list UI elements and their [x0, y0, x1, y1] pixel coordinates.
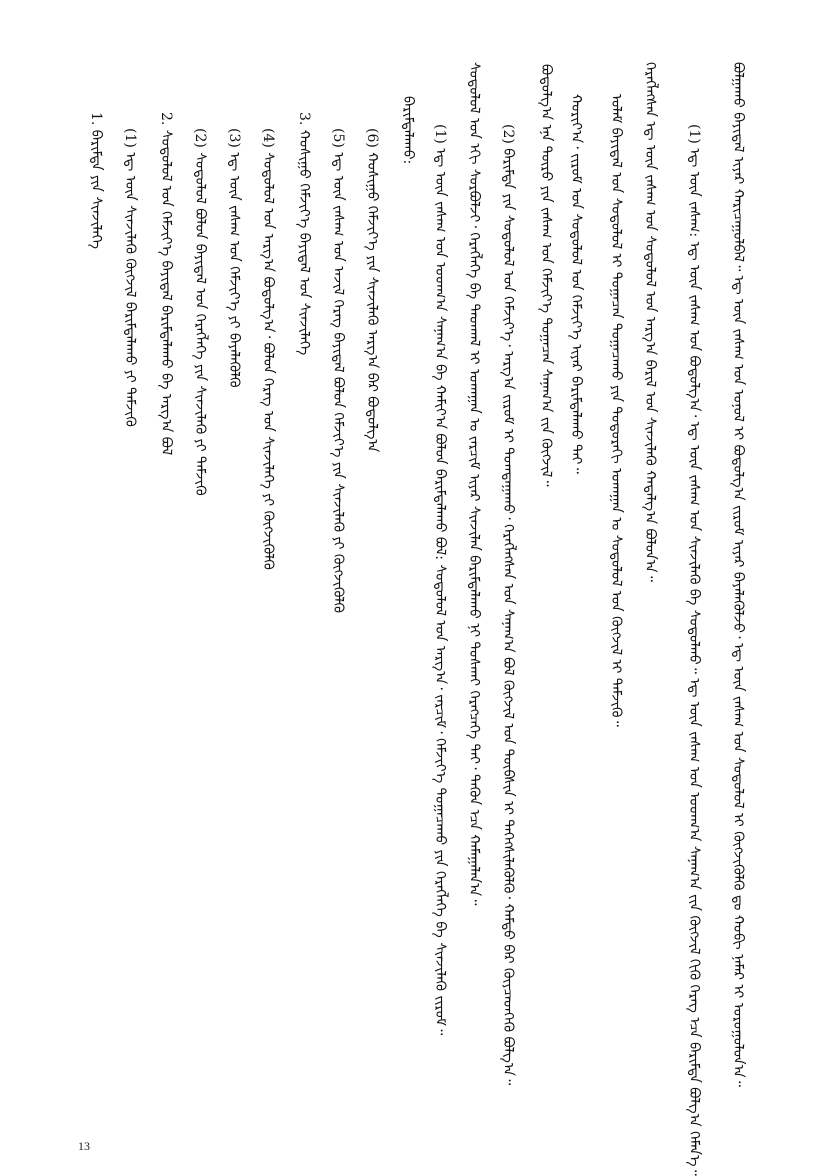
section-heading: 1. ᠪᠠᠷᠢᠮᠲᠠ ᠶᠢᠨ ᠰᠢᠨᠵᠢᠯᠡᠭᠡ: [88, 112, 104, 249]
text-column: ᠪᠠᠷᠢᠮᠲᠠᠯᠠᠬᠤ:: [400, 96, 416, 165]
page-number: 13: [78, 1139, 90, 1153]
text-column: ᠤᠯᠠᠮ ᠪᠠᠶᠢᠳᠠᠯ ᠤᠨ ᠰᠤᠳᠤᠯᠤᠯ ᠢ ᠲᠣᠭᠠᠴᠠᠨ ᠲᠣᠭᠠᠴᠠᠬᠤ ᠶᠢᠨ ᠳᠣᠲᠣᠷᠠᠬᠢ ᠤᠬᠠᠭᠠᠨ ᠤ ᠰᠤᠳᠤᠯᠤᠯ ᠤᠨ ᠬᠥᠭᠵᠢᠯ ᠢ ᠳᠡᠮᠵᠢᠬᠦ᠃: [608, 94, 624, 727]
list-item: (1) ᠡᠳ᠋ ᠦᠨ ᠰᠢᠨᠵᠢᠯᠡᠬᠦ ᠬᠥᠭᠵᠢᠯ ᠪᠠᠷᠢᠮᠲᠠᠯᠠᠬᠤ ᠶᠢ ᠳᠡᠮᠵᠢᠬᠦ: [122, 128, 138, 427]
text-column: ᠰᠤᠳᠤᠯᠤᠯ ᠤᠨ ᠡᠬᠢ ᠰᠤᠷᠪᠤᠯᠵᠢ᠂ ᠬᠡᠷᠡᠭᠯᠡᠭᠡ ᠪᠠ ᠳᠠᠳᠬᠠᠯ ᠢ ᠤᠬᠠᠭᠠᠨ ᠤ ᠵᠠᠷᠴᠢᠮ ᠢᠶᠡᠷ ᠰᠢᠨᠵᠢᠯᠡᠨ ᠪᠠᠷᠢᠮᠲᠠᠯᠠᠬᠤ ᠨᠢ ᠲᠤᠰᠬᠠᠢ ᠬᠡᠷᠡᠭᠴᠡᠭᠡ ᠲᠠᠢ᠂ ᠲᠡᠭᠦᠨ ᠡᠴᠡ ᠬᠠᠮᠠᠭᠠᠯᠠᠨ᠎ᠠ᠃: [466, 62, 482, 906]
text-column: ᠬᠡᠷᠡᠭᠯᠡᠭᠰᠡᠨ ᠡᠳ᠋ ᠦᠨ ᠵᠠᠰᠠᠭ ᠤᠨ ᠰᠤᠳᠤᠯᠤᠯ ᠤᠨ ᠠᠷᠭ᠎ᠠ ᠪᠠᠷᠢᠯ ᠤᠨ ᠰᠢᠨᠵᠢᠯᠡᠬᠦ ᠬᠠᠳᠠᠯᠭ᠎ᠠ ᠪᠣᠯᠤᠨ᠎ᠠ᠃: [642, 62, 658, 582]
text-column: ᠬᠣᠷᠢᠶ᠎ᠠ᠂ ᠵᠢᠷᠤᠮ ᠤᠨ ᠰᠤᠳᠤᠯᠤᠯ ᠤᠨ ᠬᠡᠮᠵᠢᠶ᠎ᠡ ᠢᠶᠡᠷ ᠪᠠᠷᠢᠮᠲᠠᠯᠠᠬᠤ ᠲᠠᠢ᠃: [568, 94, 584, 474]
list-item: (3) ᠡᠳ᠋ ᠦᠨ ᠵᠠᠰᠠᠭ ᠤᠨ ᠬᠡᠮᠵᠢᠶ᠎ᠡ ᠶᠢ ᠪᠡᠶᠡᠯᠡᠭᠦᠯᠬᠦ: [226, 128, 242, 388]
list-item: (6) ᠬᠣᠰᠢᠭᠤ ᠬᠡᠮᠵᠢᠶ᠎ᠡ ᠶᠢᠨ ᠰᠢᠨᠵᠢᠯᠡᠬᠦ ᠠᠷᠭ᠎ᠠ ᠪᠠᠷ ᠪᠣᠳᠤᠯᠭ᠎ᠠ: [364, 128, 380, 453]
text-column: ᠪᠣᠯᠭᠠᠬᠤ ᠪᠠᠶᠢᠳᠠᠯ ᠢᠶᠠᠷ ᠬᠠᠷᠢᠴᠠᠭᠤᠯᠪᠠᠯ᠃ ᠡᠳ᠋ ᠦᠨ ᠵᠠᠰᠠᠭ ᠤᠨ ᠣᠨᠣᠯ ᠢ ᠪᠣᠳᠤᠯᠭ᠎ᠠ ᠵᠢᠷᠤᠮ ᠢᠶᠡᠷ ᠪᠡᠶᠡᠯᠡᠭᠦᠯᠵᠦ᠂ ᠡᠳ᠋ ᠦᠨ ᠵᠠᠰᠠᠭ ᠤᠨ ᠰᠤᠳᠤᠯᠤᠯ ᠢ ᠬᠥᠭᠵᠢᠭᠦᠯᠬᠦ ᠳᠤ ᠬᠤᠪᠢ ᠨᠡᠮᠡᠷ ᠢ ᠣᠷᠣᠭᠤᠯᠤᠨ᠎ᠠ᠃: [730, 62, 746, 1087]
section-heading: 2. ᠰᠤᠳᠤᠯᠤᠯ ᠤᠨ ᠬᠡᠮᠵᠢᠶ᠎ᠡ ᠪᠠᠶᠢᠳᠠᠯ ᠪᠠᠷᠢᠮᠲᠠᠯᠠᠬᠤ ᠪᠠ ᠠᠷᠭ᠎ᠠ ᠪᠣᠯ: [158, 112, 174, 456]
text-column: (1) ᠡᠳ᠋ ᠦᠨ ᠵᠠᠰᠠᠭ: ᠡᠳ᠋ ᠦᠨ ᠵᠠᠰᠠᠭ ᠤᠨ ᠪᠣᠳᠤᠯᠭ᠎ᠠ᠂ ᠡᠳ᠋ ᠦᠨ ᠵᠠᠰᠠᠭ ᠤᠨ ᠰᠢᠨᠵᠢᠯᠡᠬᠦ ᠪᠠ ᠰᠤᠳᠤᠯᠬᠤ᠃ ᠡᠳ᠋ ᠦᠨ ᠵᠠᠰᠠᠭ ᠤᠨ ᠤᠳᠬ᠎ᠠ ᠰᠠᠨᠠᠭ᠎ᠠ ᠵᠢᠨ ᠬᠥᠭᠵᠢᠯ ᠬᠢᠬᠦ ᠬᠡᠷᠡᠭ ᠡᠴᠡ ᠪᠠᠷᠢᠮᠲᠠ ᠪᠣᠯᠭ᠎ᠠ ᠬᠡᠮᠡᠨ᠎ᠡ᠃: [686, 124, 702, 1176]
text-column: (2) ᠪᠠᠷᠢᠮᠲᠠ ᠶᠢᠨ ᠰᠤᠳᠤᠯᠤᠯ ᠤᠨ ᠬᠡᠮᠵᠢᠶ᠎ᠡ᠂ ᠠᠷᠭ᠎ᠠ ᠵᠢᠷᠤᠮ ᠢ ᠲᠣᠭᠲᠠᠭᠠᠬᠤ᠂ ᠬᠡᠷᠡᠭᠯᠡᠭᠰᠡᠨ ᠤᠨ ᠰᠠᠨᠠᠭ᠎ᠠ ᠪᠣᠯ ᠬᠥᠭᠵᠢᠯ ᠤᠨ ᠲᠦᠪᠰᠢᠨ ᠢ ᠳᠡᠭᠡᠭᠰᠢᠯᠡᠭᠦᠯᠬᠦ᠂ ᠬᠠᠮᠲᠤ ᠪᠠᠷ ᠭᠦᠶᠴᠡᠳᠬᠡᠬᠦ ᠪᠣᠯᠭ᠎ᠠ᠃: [500, 124, 516, 1086]
text-column: (1) ᠡᠳ᠋ ᠦᠨ ᠵᠠᠰᠠᠭ ᠤᠨ ᠤᠳᠬ᠎ᠠ ᠰᠠᠨᠠᠭ᠎ᠠ ᠪᠠ ᠬᠠᠮᠢᠶ᠎ᠠ ᠪᠣᠯᠤᠨ ᠪᠠᠷᠢᠮᠲᠠᠯᠠᠬᠤ ᠪᠣᠯ: ᠰᠤᠳᠤᠯᠤᠯ ᠤᠨ ᠠᠷᠭ᠎ᠠ᠂ ᠵᠠᠷᠴᠢᠮ᠂ ᠬᠡᠮᠵᠢᠶ᠎ᠡ ᠲᠣᠭᠠᠴᠠᠬᠤ ᠶᠢᠨ ᠬᠡᠷᠡᠭᠯᠡᠭᠡ ᠪᠠ ᠰᠢᠨᠵᠢᠯᠡᠬᠦ ᠵᠢᠷᠤᠮ᠃: [432, 124, 448, 1036]
list-item: (4) ᠰᠤᠳᠤᠯᠤᠯ ᠤᠨ ᠠᠷᠭ᠎ᠠ ᠪᠣᠳᠤᠯᠭ᠎ᠠ᠂ ᠪᠣᠯᠤᠨ ᠬᠡᠷᠡᠭ ᠤᠨ ᠰᠢᠨᠵᠢᠯᠡᠭᠡ ᠶᠢ ᠬᠥᠭᠵᠢᠭᠦᠯᠬᠦ: [260, 128, 276, 570]
list-item: (5) ᠡᠳ᠋ ᠦᠨ ᠵᠠᠰᠠᠭ ᠤᠨ ᠠᠵᠢᠯ ᠬᠡᠷᠡᠭ ᠪᠠᠶᠢᠳᠠᠯ ᠪᠣᠯᠤᠨ ᠬᠡᠮᠵᠢᠶ᠎ᠡ ᠶᠢᠨ ᠰᠢᠨᠵᠢᠯᠡᠬᠦ ᠶᠢ ᠬᠥᠭᠵᠢᠭᠦᠯᠬᠦ: [330, 128, 346, 613]
list-item: (2) ᠰᠤᠳᠤᠯᠤᠯ ᠪᠣᠯᠤᠨ ᠪᠠᠶᠢᠳᠠᠯ ᠤᠨ ᠬᠡᠷᠡᠭᠯᠡᠭᠡ ᠶᠢᠨ ᠰᠢᠨᠵᠢᠯᠡᠬᠦ ᠶᠢ ᠳᠡᠮᠵᠢᠬᠦ: [192, 128, 208, 496]
text-column: ᠪᠣᠳᠤᠯᠭ᠎ᠠ ᠡᠨᠡ ᠲᠥᠷᠥ ᠶᠢᠨ ᠵᠠᠰᠠᠭ ᠤᠨ ᠬᠡᠮᠵᠢᠶ᠎ᠡ ᠲᠣᠭᠠᠴᠠᠨ ᠰᠠᠨᠠᠭ᠎ᠠ ᠵᠢᠨ ᠬᠥᠭᠵᠢᠯ᠃: [538, 64, 554, 487]
section-heading: 3. ᠬᠣᠰᠢᠭᠤ ᠬᠡᠮᠵᠢᠶ᠎ᠡ ᠪᠠᠶᠢᠳᠠᠯ ᠤᠨ ᠰᠢᠨᠵᠢᠯᠡᠭᠡ: [296, 112, 312, 356]
